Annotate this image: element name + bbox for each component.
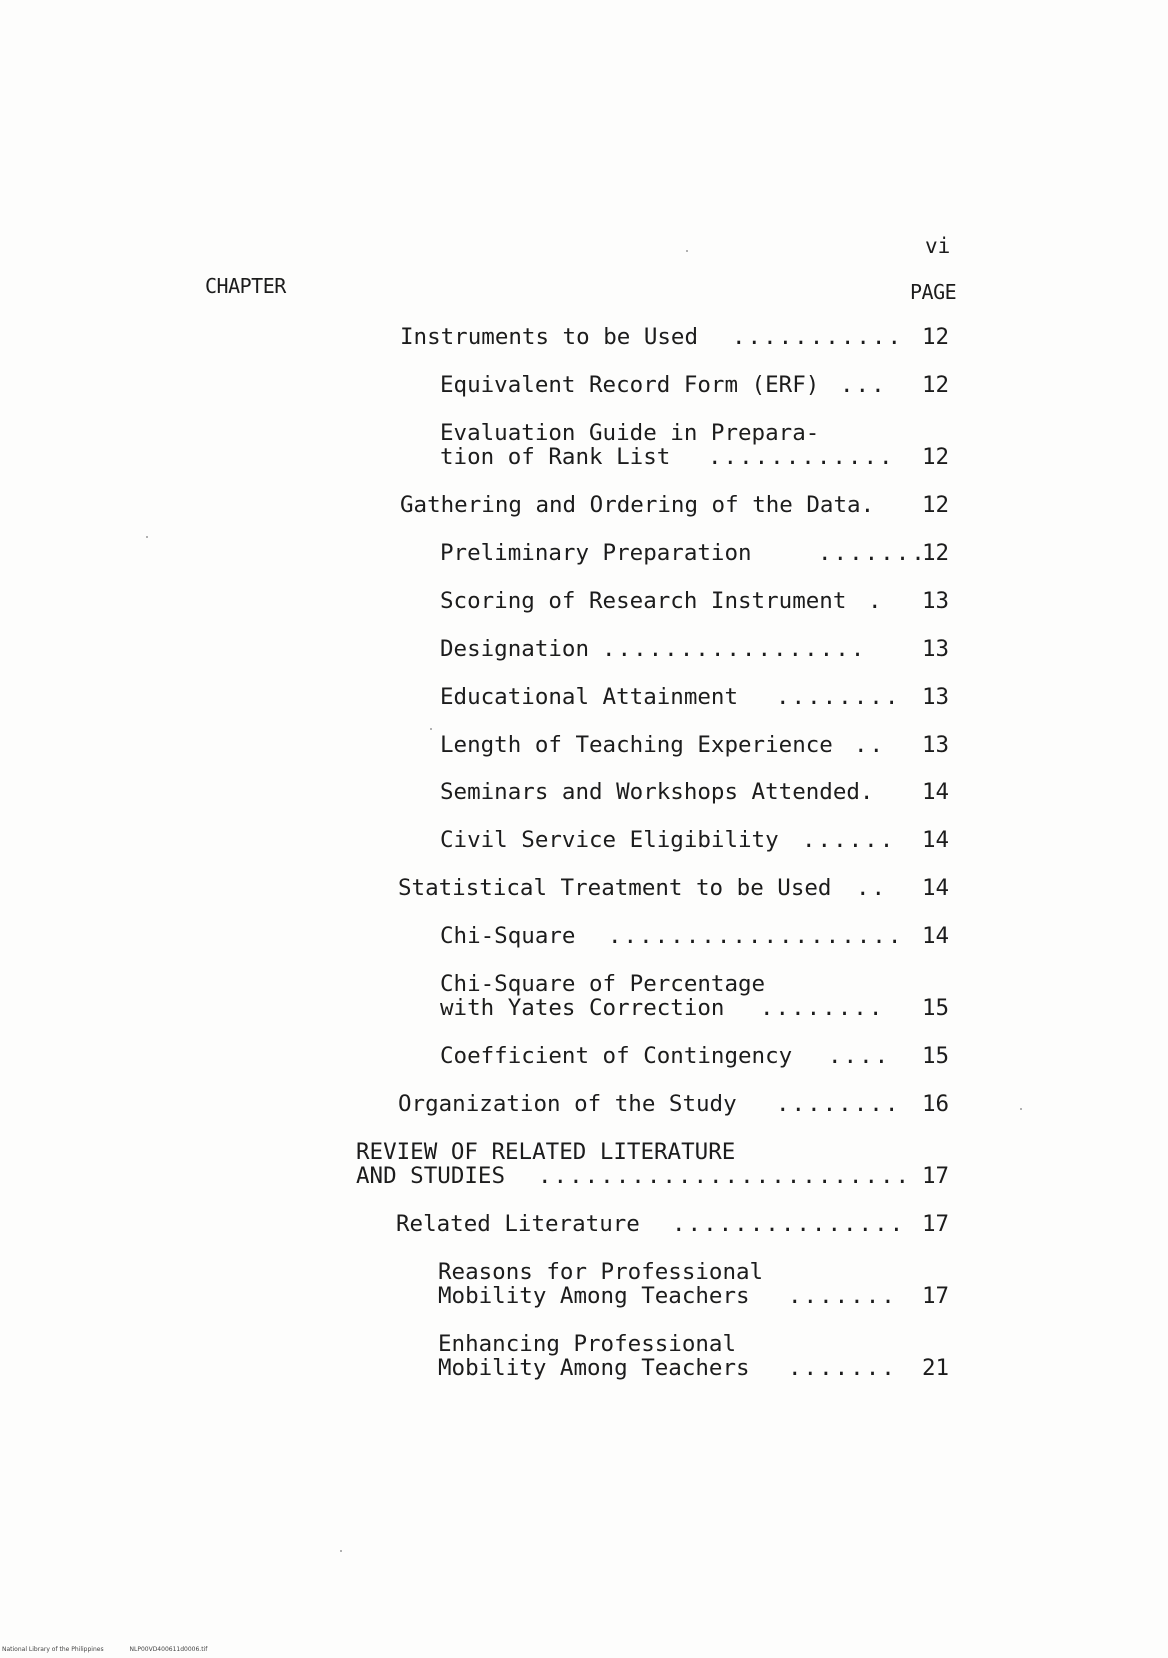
toc-page-number: 17 (922, 1211, 950, 1237)
toc-leader-dots: ............ (708, 444, 895, 470)
toc-entry-title: Related Literature (396, 1211, 640, 1237)
toc-entry-title: Reasons for Professional (438, 1259, 764, 1285)
toc-entry-title: Educational Attainment (440, 684, 739, 710)
toc-page-number: 16 (922, 1091, 950, 1117)
scan-file-id: NLP00VD400611d0006.tif (129, 1646, 208, 1653)
toc-page-number: 12 (922, 372, 950, 398)
toc-page-number: 13 (922, 588, 950, 614)
toc-leader-dots: ................... (608, 923, 904, 949)
scan-speck (686, 250, 688, 252)
toc-entry-title: Instruments to be Used (400, 324, 699, 350)
toc-page-number: 14 (922, 779, 950, 805)
toc-page-number: 17 (922, 1163, 950, 1189)
toc-leader-dots: ............... (672, 1211, 906, 1237)
toc-entry-title: Preliminary Preparation (440, 540, 752, 566)
toc-leader-dots: ................. (602, 636, 867, 662)
scan-speck (146, 536, 148, 538)
toc-page-number: 12 (922, 540, 950, 566)
toc-entry-title: REVIEW OF RELATED LITERATURE (356, 1139, 736, 1165)
page-number: vi (925, 234, 951, 258)
toc-page-number: 21 (922, 1355, 950, 1381)
toc-entry-title: Coefficient of Contingency (440, 1043, 793, 1069)
toc-leader-dots: ... (840, 372, 887, 398)
toc-entry-title: Seminars and Workshops Attended. (440, 779, 874, 805)
toc-leader-dots: ........ (776, 684, 901, 710)
toc-leader-dots: .... (828, 1043, 891, 1069)
toc-entry-title: Equivalent Record Form (ERF) (440, 372, 820, 398)
toc-leader-dots: .. (854, 732, 886, 758)
toc-entry-title: AND STUDIES (356, 1163, 506, 1189)
toc-page-number: 12 (922, 444, 950, 470)
toc-leader-dots: ....... (788, 1283, 897, 1309)
toc-entry-title: Scoring of Research Instrument (440, 588, 847, 614)
toc-entry-title: Length of Teaching Experience (440, 732, 833, 758)
toc-page-number: 14 (922, 923, 950, 949)
toc-page-number: 13 (922, 636, 950, 662)
toc-entry-title: with Yates Correction (440, 995, 725, 1021)
toc-page-number: 15 (922, 995, 950, 1021)
toc-page-number: 17 (922, 1283, 950, 1309)
toc-entry-title: Mobility Among Teachers (438, 1283, 750, 1309)
chapter-column-heading: CHAPTER (205, 274, 286, 298)
scan-speck (1020, 1108, 1022, 1110)
toc-leader-dots: ...... (802, 827, 896, 853)
toc-entry-title: Evaluation Guide in Prepara- (440, 420, 820, 446)
toc-leader-dots: ....... (818, 540, 927, 566)
library-credit: National Library of the Philippines (2, 1646, 104, 1653)
toc-entry-title: Chi-Square of Percentage (440, 971, 766, 997)
toc-page-number: 12 (922, 492, 950, 518)
toc-page-number: 12 (922, 324, 950, 350)
toc-leader-dots: ........... (732, 324, 904, 350)
toc-page-number: 13 (922, 684, 950, 710)
toc-leader-dots: .. (856, 875, 888, 901)
toc-leader-dots: ....... (788, 1355, 897, 1381)
scan-speck (430, 728, 432, 730)
toc-leader-dots: ........ (776, 1091, 901, 1117)
toc-page-number: 14 (922, 875, 950, 901)
toc-entry-title: Designation (440, 636, 590, 662)
toc-entry-title: Organization of the Study (398, 1091, 737, 1117)
toc-leader-dots: ........ (760, 995, 885, 1021)
toc-leader-dots: ........................ (538, 1163, 912, 1189)
toc-entry-continuation (438, 1355, 897, 1452)
toc-entry-title: Statistical Treatment to be Used (398, 875, 832, 901)
toc-entry-title: Gathering and Ordering of the Data. (400, 492, 875, 518)
scan-footer (2, 1646, 207, 1653)
toc-entry-title: tion of Rank List (440, 444, 671, 470)
toc-entry-title: Enhancing Professional (438, 1331, 737, 1357)
toc-page-number: 14 (922, 827, 950, 853)
scan-speck (340, 1550, 342, 1552)
toc-page-number: 13 (922, 732, 950, 758)
toc-leader-dots: . (868, 588, 884, 614)
toc-entry-title: Mobility Among Teachers (438, 1355, 750, 1381)
toc-page-number: 15 (922, 1043, 950, 1069)
toc-entry-title: Civil Service Eligibility (440, 827, 779, 853)
toc-entry-title: Chi-Square (440, 923, 576, 949)
page-column-heading: PAGE (910, 280, 957, 304)
